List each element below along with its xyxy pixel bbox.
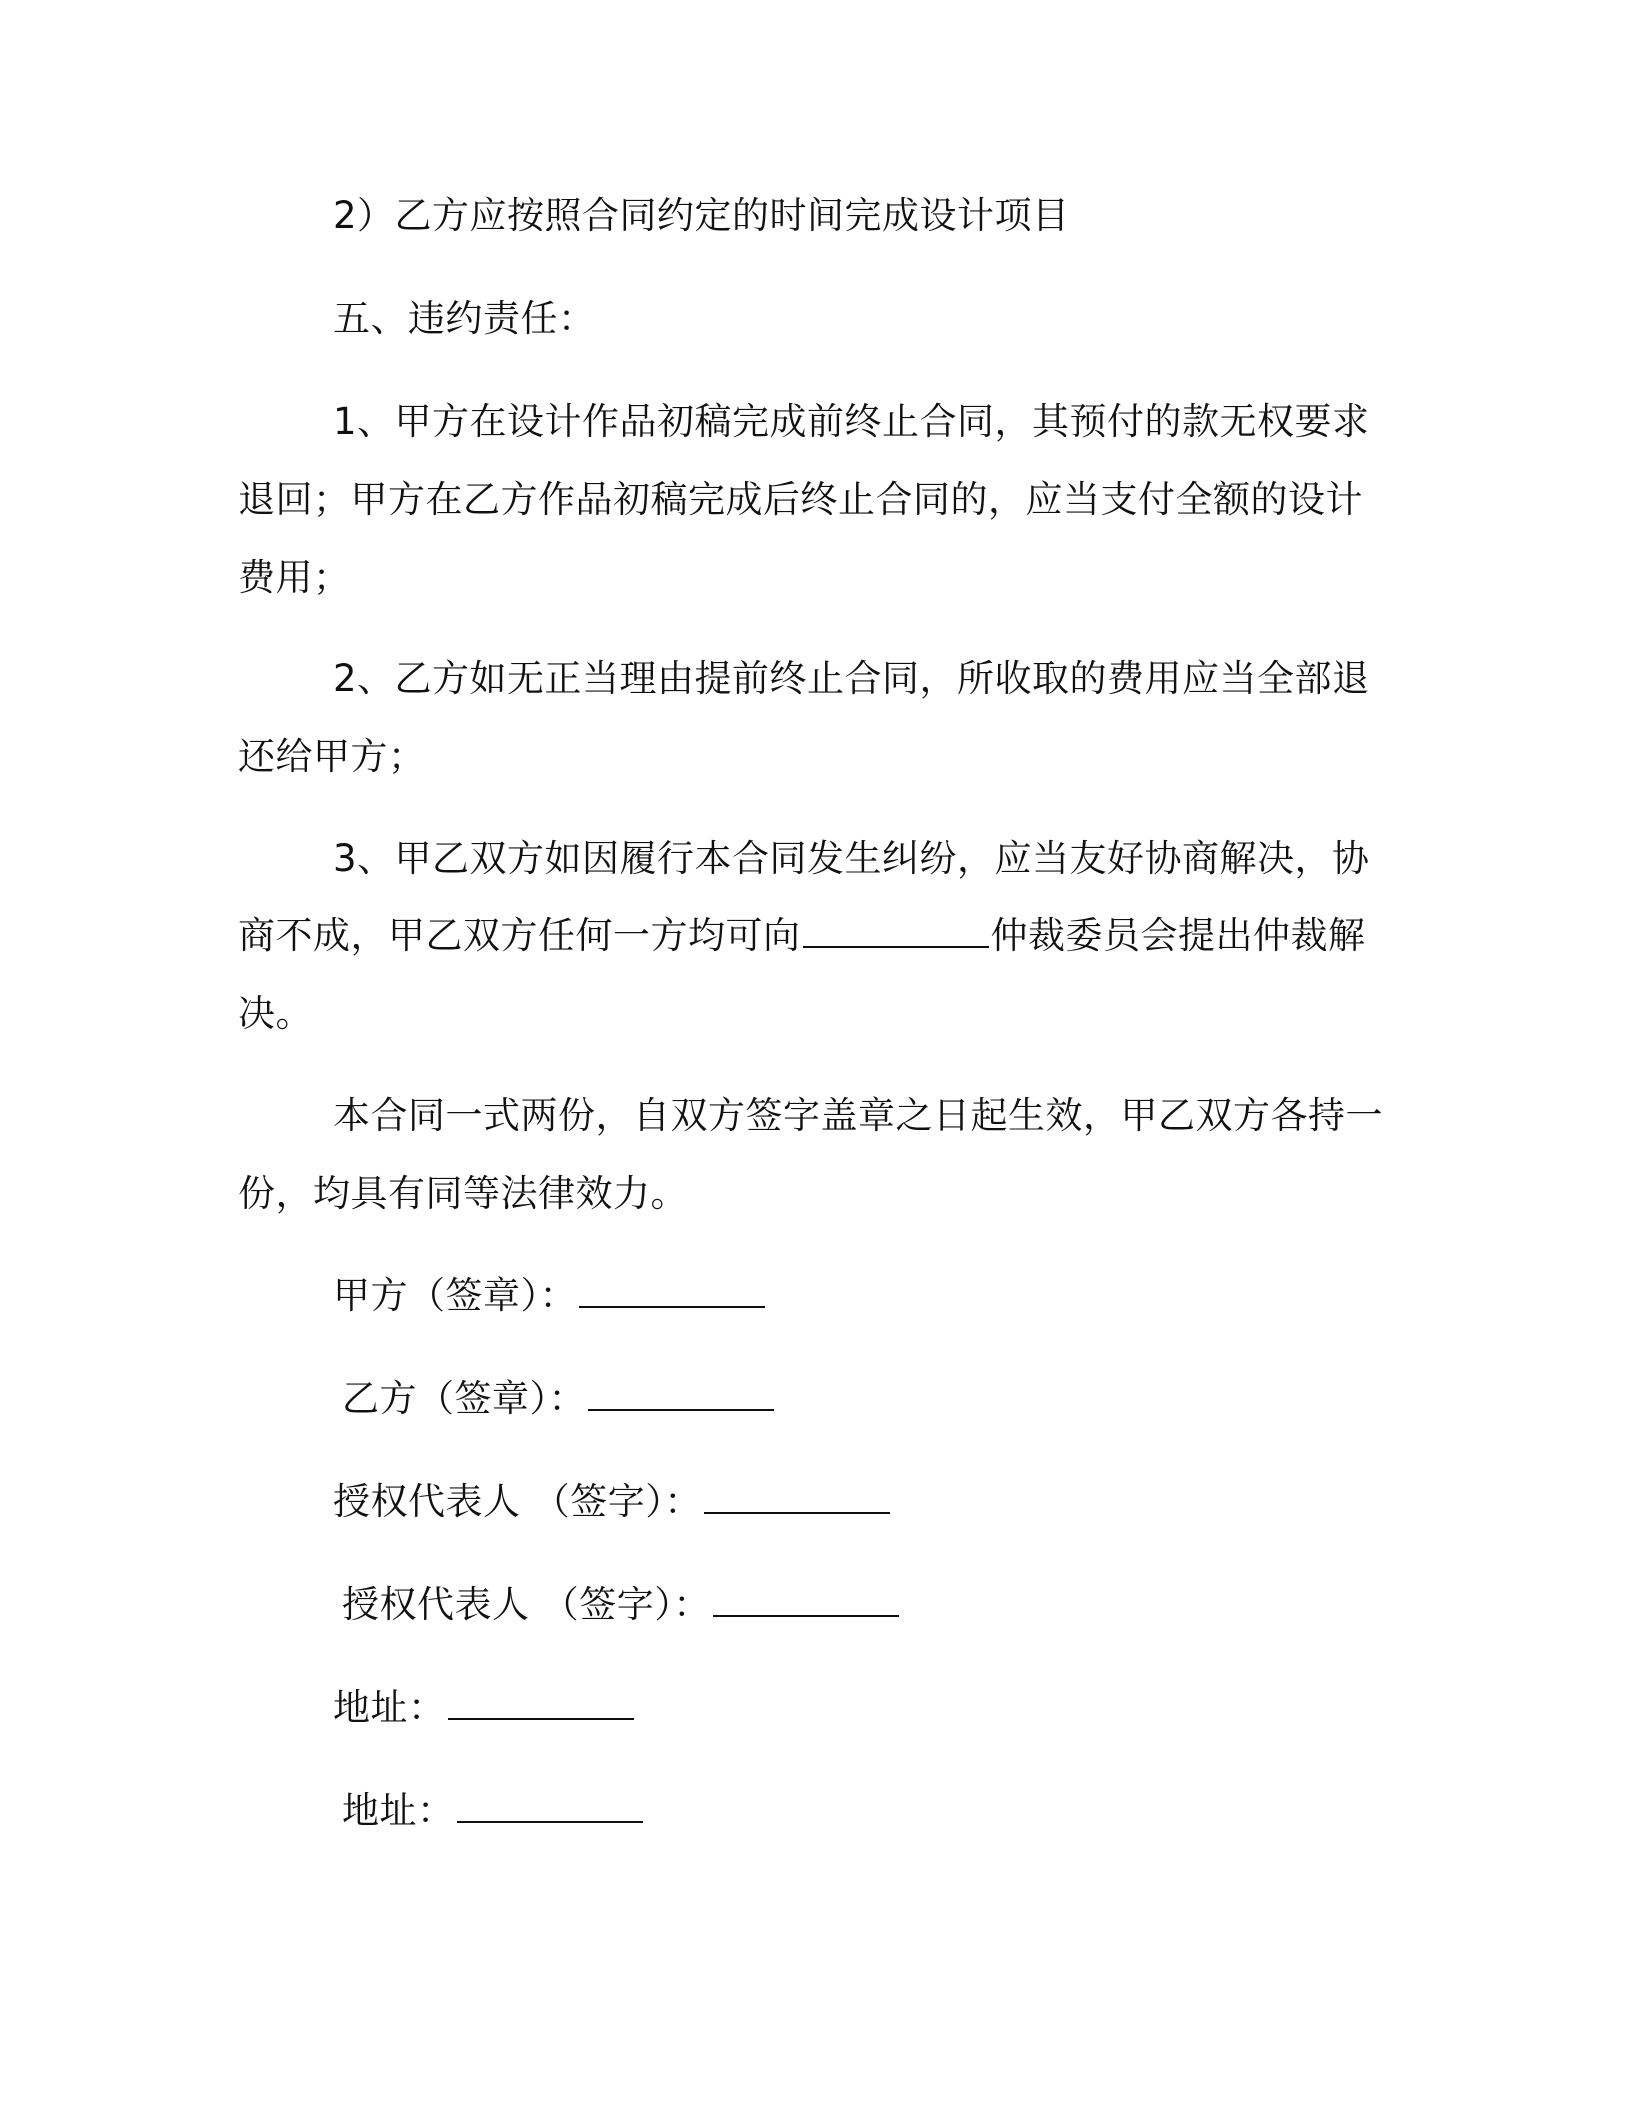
party-a-label: 甲方（签章）：	[333, 1274, 577, 1317]
rep-b-blank	[713, 1585, 899, 1617]
address-a-label: 地址：	[333, 1686, 446, 1729]
clause-1-line-2: 退回；甲方在乙方作品初稿完成后终止合同的，应当支付全额的设计	[238, 478, 1363, 521]
address-b-label: 地址：	[342, 1789, 455, 1832]
party-a-blank	[579, 1276, 765, 1308]
rep-a-label: 授权代表人 （签字）：	[333, 1480, 702, 1523]
party-b-signature	[342, 1377, 776, 1421]
section-5-heading: 五、违约责任：	[333, 297, 596, 340]
clause-2-line-1: 2、乙方如无正当理由提前终止合同，所收取的费用应当全部退	[333, 657, 1370, 700]
clause-3-line-3: 决。	[238, 992, 313, 1035]
clause-2-line-2: 还给甲方；	[238, 735, 426, 778]
clause-3-line-2	[238, 914, 1366, 958]
address-a-blank	[448, 1688, 634, 1720]
closing-line-1: 本合同一式两份，自双方签字盖章之日起生效，甲乙双方各持一	[333, 1094, 1383, 1137]
address-a	[333, 1686, 636, 1730]
item-2-line: 2）乙方应按照合同约定的时间完成设计项目	[333, 194, 1070, 237]
address-b-blank	[457, 1791, 643, 1823]
clause-3-line-2-end: 仲裁委员会提出仲裁解	[990, 914, 1366, 957]
address-b	[342, 1789, 645, 1833]
arbitration-blank	[803, 916, 989, 948]
clause-3-line-2-start: 商不成，甲乙双方任何一方均可向	[238, 914, 801, 957]
clause-3-line-1: 3、甲乙双方如因履行本合同发生纠纷，应当友好协商解决，协	[333, 837, 1370, 880]
clause-1-line-3: 费用；	[238, 556, 351, 599]
rep-b-label: 授权代表人 （签字）：	[342, 1583, 711, 1626]
rep-b-signature	[342, 1583, 901, 1627]
party-b-blank	[588, 1379, 774, 1411]
party-a-signature	[333, 1274, 767, 1318]
rep-a-blank	[704, 1482, 890, 1514]
clause-1-line-1: 1、甲方在设计作品初稿完成前终止合同，其预付的款无权要求	[333, 400, 1370, 443]
rep-a-signature	[333, 1480, 892, 1524]
party-b-label: 乙方（签章）：	[342, 1377, 586, 1420]
closing-line-2: 份，均具有同等法律效力。	[238, 1172, 688, 1215]
